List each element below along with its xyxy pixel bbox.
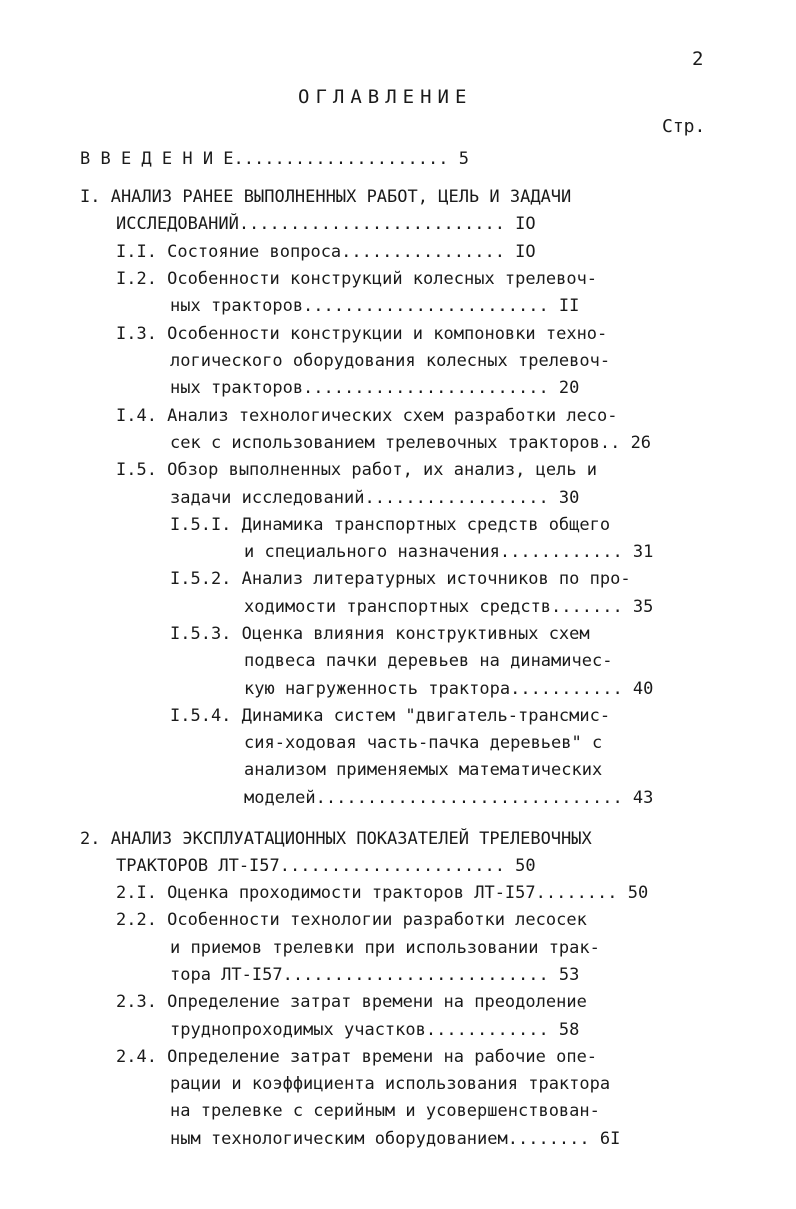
toc-line: рации и коэффициента использования трактора	[170, 1074, 611, 1094]
toc-line: 2.I. Оценка проходимости тракторов ЛТ-I57........ 50	[116, 883, 649, 903]
toc-line: I.2. Особенности конструкций колесных трелевоч-	[116, 269, 598, 289]
toc-line: ТРАКТОРОВ ЛТ-I57...................... 50	[116, 856, 536, 876]
toc-line: труднопроходимых участков............ 58	[170, 1020, 580, 1040]
toc-line: анализом применяемых математических	[244, 760, 603, 780]
toc-line: ных тракторов........................ II	[170, 296, 580, 316]
toc-line: I.5.4. Динамика систем "двигатель-трансмис-	[170, 706, 611, 726]
toc-line: моделей.............................. 43	[244, 788, 654, 808]
toc-line: сек с использованием трелевочных тракторов.. 26	[170, 433, 652, 453]
page-column-label: Стр.	[662, 116, 706, 137]
toc-line: тора ЛТ-I57.......................... 53	[170, 965, 580, 985]
toc-line: подвеса пачки деревьев на динамичес-	[244, 651, 613, 671]
page-title: ОГЛАВЛЕНИЕ	[298, 86, 473, 108]
toc-line: I.5.I. Динамика транспортных средств общего	[170, 515, 611, 535]
toc-line: 2.3. Определение затрат времени на преодоление	[116, 992, 587, 1012]
toc-line: ИССЛЕДОВАНИЙ.......................... IO	[116, 214, 536, 234]
toc-line: и приемов трелевки при использовании трак-	[170, 938, 600, 958]
toc-line: 2.2. Особенности технологии разработки лесосек	[116, 910, 587, 930]
toc-line: I.5.3. Оценка влияния конструктивных схем	[170, 624, 590, 644]
toc-line: ходимости транспортных средств....... 35	[244, 597, 654, 617]
toc-line: I.4. Анализ технологических схем разработки лесо-	[116, 406, 618, 426]
toc-line: I.3. Особенности конструкции и компоновки техно-	[116, 324, 608, 344]
toc-line: кую нагруженность трактора........... 40	[244, 679, 654, 699]
toc-line: 2.4. Определение затрат времени на рабочие опе-	[116, 1047, 598, 1067]
toc-line: 2. АНАЛИЗ ЭКСПЛУАТАЦИОННЫХ ПОКАЗАТЕЛЕЙ ТРЕЛЕВОЧНЫХ	[80, 829, 592, 849]
toc-line: I.I. Состояние вопроса................ IO	[116, 242, 536, 262]
toc-line: I.5.2. Анализ литературных источников по про-	[170, 569, 631, 589]
toc-line: I.5. Обзор выполненных работ, их анализ, цель и	[116, 460, 598, 480]
toc-line: сия-ходовая часть-пачка деревьев" с	[244, 733, 603, 753]
toc-line: ных тракторов........................ 20	[170, 378, 580, 398]
toc-line: I. АНАЛИЗ РАНЕЕ ВЫПОЛНЕННЫХ РАБОТ, ЦЕЛЬ И ЗАДАЧИ	[80, 187, 572, 207]
toc-line: и специального назначения............ 31	[244, 542, 654, 562]
toc-line: задачи исследований.................. 30	[170, 488, 580, 508]
toc-line: логического оборудования колесных трелевоч-	[170, 351, 611, 371]
toc-line: В В Е Д Е Н И Е..................... 5	[80, 149, 469, 169]
toc-line: на трелевке с серийным и усовершенствован-	[170, 1101, 600, 1121]
toc-line: ным технологическим оборудованием........ 6I	[170, 1129, 621, 1149]
page-number: 2	[692, 48, 704, 70]
